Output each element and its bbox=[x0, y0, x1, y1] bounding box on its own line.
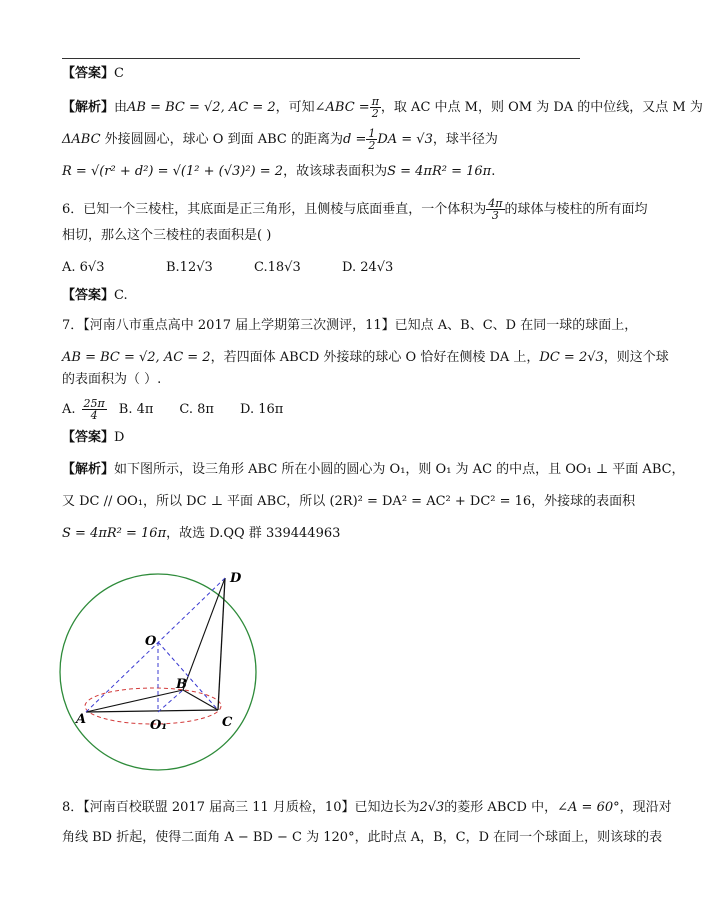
math: R = √(r² + d²) = √(1² + (√3)²) = 2 bbox=[62, 164, 284, 179]
answer-value: D bbox=[114, 430, 125, 445]
text: 6．已知一个三棱柱，其底面是正三角形，且侧棱与底面垂直，一个体积为 bbox=[62, 202, 487, 217]
text: 角线 BD 折起，使得二面角 A − BD − C 为 120°，此时点 A，B，C，D 在同一个球面上，则该球的表 bbox=[62, 830, 663, 845]
q8-stem-line-1 bbox=[62, 800, 672, 816]
math: AB = BC = √2, AC = 2 bbox=[127, 100, 276, 115]
text: . bbox=[491, 164, 496, 179]
frac-num: 1 bbox=[368, 127, 376, 140]
edge-AB bbox=[86, 690, 183, 712]
option-d: D. 16π bbox=[239, 402, 284, 417]
answer-tag: 【答案】 bbox=[62, 288, 115, 303]
text: 7．【河南八市重点高中 2017 届上学期第三次测评，11】已知点 A、B、C、D 在同一球的球面上， bbox=[62, 318, 638, 333]
option-c: C. 8π bbox=[179, 402, 214, 417]
text: ，球半径为 bbox=[432, 132, 498, 147]
math: 2√3 bbox=[419, 800, 445, 815]
frac-num: 25π bbox=[83, 397, 105, 410]
option-d: D. 24√3 bbox=[342, 260, 394, 275]
label-D: D bbox=[230, 571, 242, 586]
frac-den: 2 bbox=[368, 139, 376, 152]
text: ，故选 D. bbox=[166, 526, 224, 541]
answer-value: C. bbox=[114, 288, 128, 303]
option-b: B. 4π bbox=[118, 402, 154, 417]
frac-den: 2 bbox=[371, 107, 379, 120]
text: ，可知 bbox=[275, 100, 315, 115]
answer-tag: 【答案】 bbox=[62, 66, 115, 81]
math: DA = √3 bbox=[377, 132, 433, 147]
text: 由 bbox=[114, 100, 128, 115]
math: ∠ABC = bbox=[314, 100, 370, 115]
text: 的表面积为（ ）. bbox=[62, 372, 162, 387]
option-c: C.18√3 bbox=[254, 260, 301, 275]
math: AB = BC = √2, AC = 2 bbox=[62, 350, 211, 365]
text: 又 DC // OO₁，所以 DC ⊥ 平面 ABC，所以 (2R)² = DA² = AC² + DC² = 16，外接球的表面积 bbox=[62, 494, 636, 509]
frac-num: π bbox=[371, 95, 379, 108]
text: ，现沿对 bbox=[619, 800, 672, 815]
math: S = 4πR² = 16π bbox=[387, 164, 492, 179]
segment-OC bbox=[158, 642, 218, 710]
text: 相切，那么这个三棱柱的表面积是( ) bbox=[62, 228, 272, 243]
math: DC = 2√3 bbox=[539, 350, 604, 365]
text: 如下图所示，设三角形 ABC 所在小圆的圆心为 O₁，则 O₁ 为 AC 的中点，且 OO₁ ⊥ 平面 ABC， bbox=[114, 462, 685, 477]
analysis-tag: 【解析】 bbox=[62, 462, 115, 477]
text: 的球体与棱柱的所有面均 bbox=[504, 202, 648, 217]
label-C: C bbox=[222, 715, 233, 730]
text: ，故该球表面积为 bbox=[283, 164, 388, 179]
option-a: A. 6√3 bbox=[62, 260, 105, 275]
frac-den: 4 bbox=[90, 409, 98, 422]
label-O: O bbox=[145, 634, 157, 649]
math: d = bbox=[342, 132, 367, 147]
analysis-tag: 【解析】 bbox=[62, 100, 115, 115]
math: ΔABC bbox=[62, 132, 101, 147]
text: ，取 AC 中点 M，则 OM 为 DA 的中位线，又点 M 为 bbox=[380, 100, 703, 115]
qq-group-text: QQ 群 339444963 bbox=[223, 526, 341, 541]
label-B: B bbox=[176, 677, 187, 692]
option-a-label: A. bbox=[62, 402, 76, 417]
math: S = 4πR² = 16π bbox=[62, 526, 167, 541]
answer-value: C bbox=[114, 66, 124, 81]
text: 外接圆圆心，球心 O 到面 ABC 的距离为 bbox=[100, 132, 343, 147]
text: 的菱形 ABCD 中， bbox=[444, 800, 558, 815]
text: ，若四面体 ABCD 外接球的球心 O 恰好在侧棱 DA 上， bbox=[210, 350, 540, 365]
frac-den: 3 bbox=[491, 209, 499, 222]
option-b: B.12√3 bbox=[166, 260, 213, 275]
math: ∠A = 60° bbox=[557, 800, 620, 815]
label-O1: O₁ bbox=[150, 718, 168, 733]
edge-AC bbox=[86, 710, 218, 712]
text: 8．【河南百校联盟 2017 届高三 11 月质检，10】已知边长为 bbox=[62, 800, 420, 815]
edge-DB bbox=[183, 578, 225, 690]
label-A: A bbox=[76, 712, 87, 727]
answer-tag: 【答案】 bbox=[62, 430, 115, 445]
frac-num: 4π bbox=[488, 197, 503, 210]
q8-stem-line-2 bbox=[62, 830, 662, 846]
text: ，则这个球 bbox=[603, 350, 669, 365]
